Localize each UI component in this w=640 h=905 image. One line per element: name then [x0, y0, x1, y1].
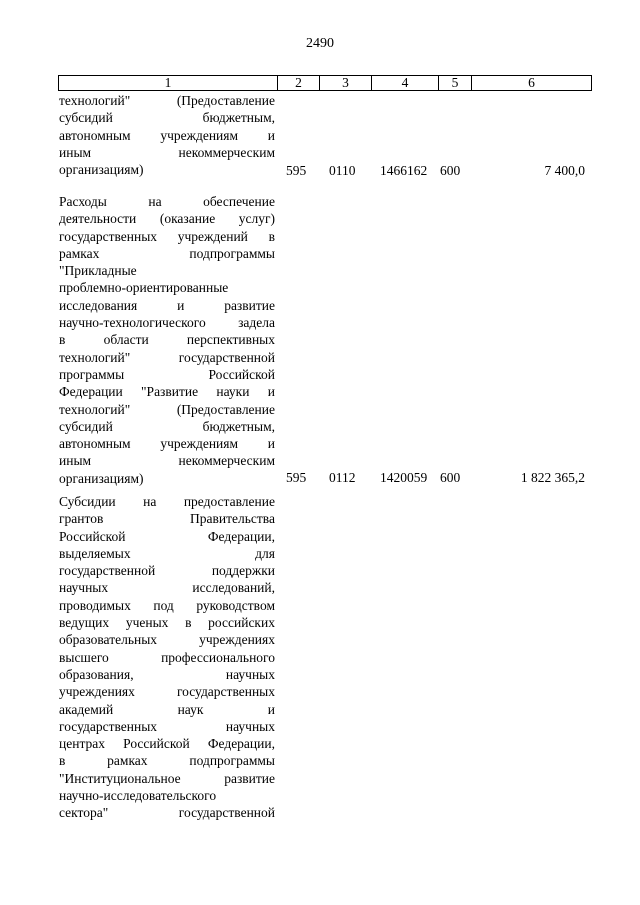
desc-line: программы Российской	[59, 366, 275, 382]
code-cell: 595	[286, 470, 307, 485]
type-cell: 600	[440, 163, 461, 178]
desc-line: деятельности (оказание услуг)	[59, 211, 275, 227]
desc-line: центрах Российской Федерации,	[59, 736, 275, 752]
desc-line: технологий" (Предоставление	[59, 93, 275, 108]
desc-line: высшего профессионального	[59, 649, 275, 665]
desc-line: научных исследований,	[59, 580, 275, 596]
desc-line: субсидий бюджетным,	[59, 418, 275, 434]
desc-line: академий наук и	[59, 701, 275, 717]
desc-line: автономным учреждениям и	[59, 127, 275, 143]
section-cell: 0110	[329, 163, 356, 178]
desc-line: ведущих ученых в российских	[59, 615, 275, 631]
row-description	[59, 193, 275, 487]
column-header-table	[58, 75, 592, 91]
desc-line: организациям)	[59, 162, 144, 178]
header-col-4: 4	[372, 76, 439, 91]
desc-line: "Прикладные	[59, 263, 137, 279]
amount-cell: 1 822 365,2	[520, 470, 585, 485]
desc-line: субсидий бюджетным,	[59, 110, 275, 126]
desc-line: образования, научных	[59, 666, 275, 682]
desc-line: "Институциональное развитие	[59, 770, 275, 786]
row-description	[59, 493, 275, 822]
desc-line: технологий" (Предоставление	[59, 401, 275, 417]
type-cell: 600	[440, 470, 461, 485]
header-col-5: 5	[439, 76, 472, 91]
desc-line: грантов Правительства	[59, 511, 275, 527]
target-cell: 1420059	[380, 470, 428, 485]
desc-line: образовательных учреждениях	[59, 632, 275, 648]
desc-line: автономным учреждениям и	[59, 436, 275, 452]
header-col-6: 6	[472, 76, 592, 91]
table-row	[59, 92, 599, 182]
section-cell: 0112	[329, 470, 356, 485]
desc-line: проблемно-ориентированные	[59, 280, 229, 296]
header-col-1: 1	[59, 76, 278, 91]
table-row	[59, 493, 599, 828]
desc-line: иным некоммерческим	[59, 144, 275, 160]
desc-line: научно-технологического задела	[59, 315, 275, 331]
desc-line: Субсидии на предоставление	[59, 494, 275, 509]
code-cell: 595	[286, 163, 307, 178]
amount-cell: 7 400,0	[544, 163, 585, 178]
desc-line: исследования и развитие	[59, 297, 275, 313]
desc-line: научно-исследовательского	[59, 788, 217, 804]
desc-line: в рамках подпрограммы	[59, 753, 275, 769]
page-number: 2490	[306, 36, 334, 51]
desc-line: государственных учреждений в	[59, 228, 275, 244]
desc-line: выделяемых для	[59, 545, 275, 561]
header-col-2: 2	[278, 76, 320, 91]
desc-line: сектора" государственной	[59, 805, 275, 821]
desc-line: в области перспективных	[59, 332, 275, 348]
desc-line: государственной поддержки	[59, 563, 275, 579]
desc-line: государственных научных	[59, 718, 275, 734]
desc-line: учреждениях государственных	[59, 684, 275, 700]
desc-line: проводимых под руководством	[59, 597, 275, 613]
desc-line: технологий" государственной	[59, 349, 275, 365]
desc-line: рамках подпрограммы	[59, 245, 275, 261]
desc-line: Российской Федерации,	[59, 528, 275, 544]
desc-line: организациям)	[59, 470, 144, 486]
desc-line: Расходы на обеспечение	[59, 194, 275, 209]
desc-line: Федерации "Развитие науки и	[59, 384, 275, 400]
target-cell: 1466162	[380, 163, 428, 178]
header-col-3: 3	[320, 76, 372, 91]
table-row	[59, 193, 599, 493]
row-description	[59, 92, 275, 178]
desc-line: иным некоммерческим	[59, 453, 275, 469]
